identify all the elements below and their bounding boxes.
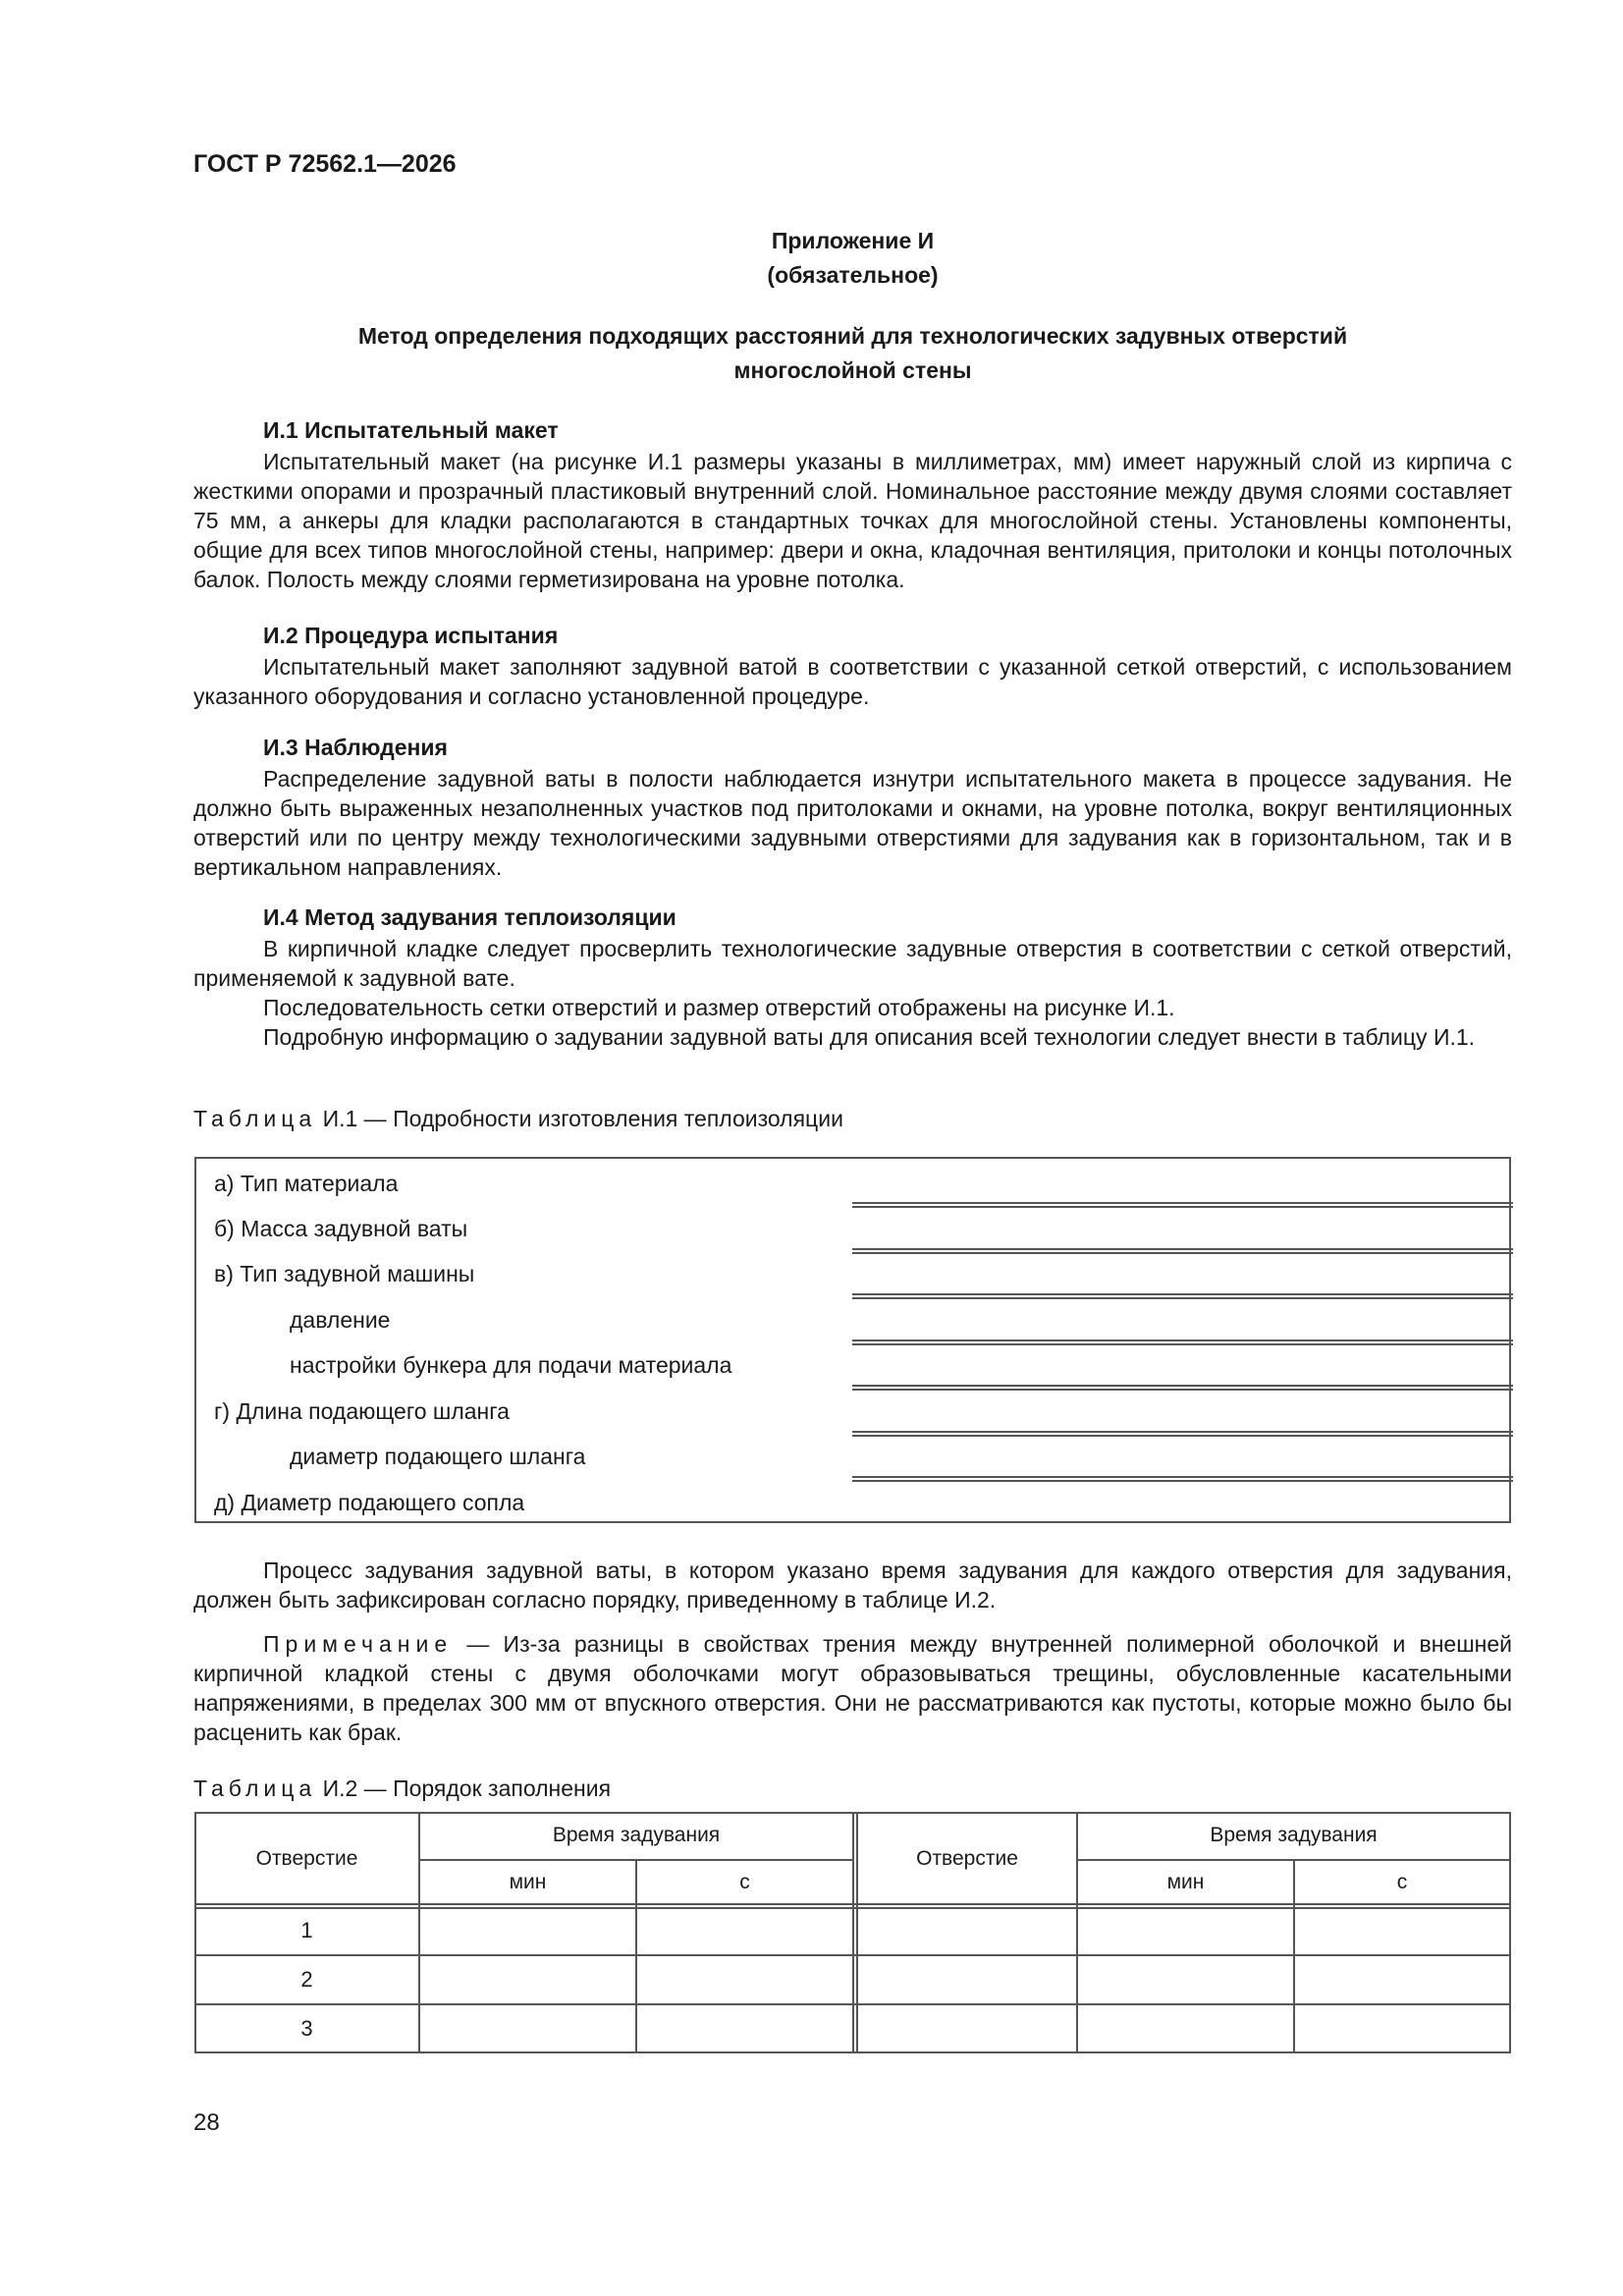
after-table-1-text: Процесс задувания задувной ваты, в котором указано время задувания для каждого отверстия для задувания, должен быть зафиксирован согласно порядку, приведенному в таблице И.2. — [193, 1558, 1512, 1613]
appendix-title: Приложение И — [771, 228, 935, 253]
table-2-row-number: 2 — [300, 1967, 313, 1992]
table-2-caption-text: И.2 — Порядок заполнения — [316, 1776, 612, 1801]
note-text: — Из-за разницы в свойствах трения между внутренней полимерной оболочкой и внешней кирпичной кладкой стены с двумя оболочками могут образовываться трещины, обусловленные касательными напряжениями, в пределах 300 мм от впускного отверстия. Они не рассматриваются как пустоты, которые можно было бы расценить как брак. — [193, 1631, 1512, 1745]
page-number: 28 — [193, 2109, 220, 2136]
fill-in-line — [852, 1480, 1513, 1482]
table-2 — [194, 1812, 1511, 2053]
section-4-text-3: Подробную информацию о задувании задувной ваты для описания всей технологии следует внести в таблицу И.1. — [263, 1024, 1476, 1050]
fill-in-line — [852, 1297, 1513, 1299]
fill-in-line — [852, 1293, 1513, 1295]
table-2-caption-word: Таблица — [193, 1776, 317, 1801]
section-2-text: Испытательный макет заполняют задувной ватой в соответствии с указанной сеткой отверстий, с использованием указанного оборудования и согласно установленной процедуре. — [193, 654, 1512, 709]
table-1-row: б) Масса задувной ваты — [214, 1216, 468, 1241]
table-1-row: настройки бункера для подачи материала — [290, 1352, 732, 1378]
column-header-sec-right: с — [1396, 1871, 1408, 1893]
fill-in-line — [852, 1248, 1513, 1250]
note-label: Примечание — [263, 1631, 454, 1657]
section-4-title: И.4 Метод задувания теплоизоляции — [263, 904, 676, 930]
section-3-text: Распределение задувной ваты в полости наблюдается изнутри испытательного макета в процессе задувания. Не должно быть выраженных незаполненных участков под притолоками и окнами, на уровне потолка, вокруг вентиляционных отверстий или по центру между технологическими задувными отверстиями для задувания как в горизонтальном, так и в вертикальном направлениях. — [193, 766, 1512, 880]
section-4-text-2: Последовательность сетки отверстий и размер отверстий отображены на рисунке И.1. — [263, 995, 1175, 1020]
table-1-row: д) Диаметр подающего сопла — [214, 1490, 525, 1515]
fill-in-line — [852, 1431, 1513, 1433]
appendix-heading-line2: многослойной стены — [733, 357, 972, 383]
column-header-hole-right: Отверстие — [916, 1847, 1018, 1870]
section-4-text-1: В кирпичной кладке следует просверлить технологические задувные отверстия в соответствии с сеткой отверстий, применяемой к задувной вате. — [193, 936, 1512, 991]
table-2-row-number: 1 — [300, 1918, 313, 1942]
section-1-title: И.1 Испытательный макет — [263, 417, 559, 443]
table-1-caption — [193, 1106, 843, 1132]
fill-in-line — [852, 1476, 1513, 1478]
table-1-caption-text: И.1 — Подробности изготовления теплоизоляции — [316, 1106, 843, 1131]
appendix-heading-line1: Метод определения подходящих расстояний для технологических задувных отверстий — [357, 323, 1348, 349]
column-header-hole-left: Отверстие — [255, 1847, 358, 1870]
fill-in-line — [852, 1252, 1513, 1254]
column-header-min-right: мин — [1166, 1871, 1205, 1893]
column-header-sec-left: с — [739, 1871, 750, 1893]
table-2-row-number: 3 — [300, 2016, 313, 2041]
table-1-row: в) Тип задувной машины — [214, 1261, 475, 1286]
table-2-caption — [193, 1776, 611, 1802]
section-1-text: Испытательный макет (на рисунке И.1 размеры указаны в миллиметрах, мм) имеет наружный слой из кирпича с жесткими опорами и прозрачный пластиковый внутренний слой. Номинальное расстояние между двумя слоями составляет 75 мм, а анкеры для кладки располагаются в стандартных точках для многослойной стены. Установлены компоненты, общие для всех типов многослойной стены, например: двери и окна, кладочная вентиляция, притолоки и концы потолочных балок. Полость между слоями герметизирована на уровне потолка. — [193, 449, 1512, 592]
appendix-status: (обязательное) — [767, 262, 939, 288]
table-1-row: а) Тип материала — [214, 1171, 399, 1196]
column-header-time-left: Время задувания — [552, 1824, 721, 1846]
column-header-time-right: Время задувания — [1210, 1824, 1378, 1846]
section-3-title: И.3 Наблюдения — [263, 735, 448, 760]
fill-in-line — [852, 1206, 1513, 1208]
section-2-title: И.2 Процедура испытания — [263, 623, 559, 648]
table-1-row: г) Длина подающего шланга — [214, 1398, 510, 1424]
table-1-row: диаметр подающего шланга — [290, 1444, 586, 1469]
table-1-row: давление — [290, 1307, 391, 1333]
fill-in-line — [852, 1389, 1513, 1391]
fill-in-line — [852, 1202, 1513, 1204]
column-header-min-left: мин — [509, 1871, 547, 1893]
fill-in-line — [852, 1343, 1513, 1345]
fill-in-line — [852, 1435, 1513, 1437]
table-1-caption-word: Таблица — [193, 1106, 317, 1131]
fill-in-line — [852, 1385, 1513, 1387]
table-1 — [194, 1157, 1511, 1523]
standard-header: ГОСТ Р 72562.1—2026 — [193, 150, 457, 178]
note — [193, 1629, 1512, 1747]
fill-in-line — [852, 1339, 1513, 1341]
